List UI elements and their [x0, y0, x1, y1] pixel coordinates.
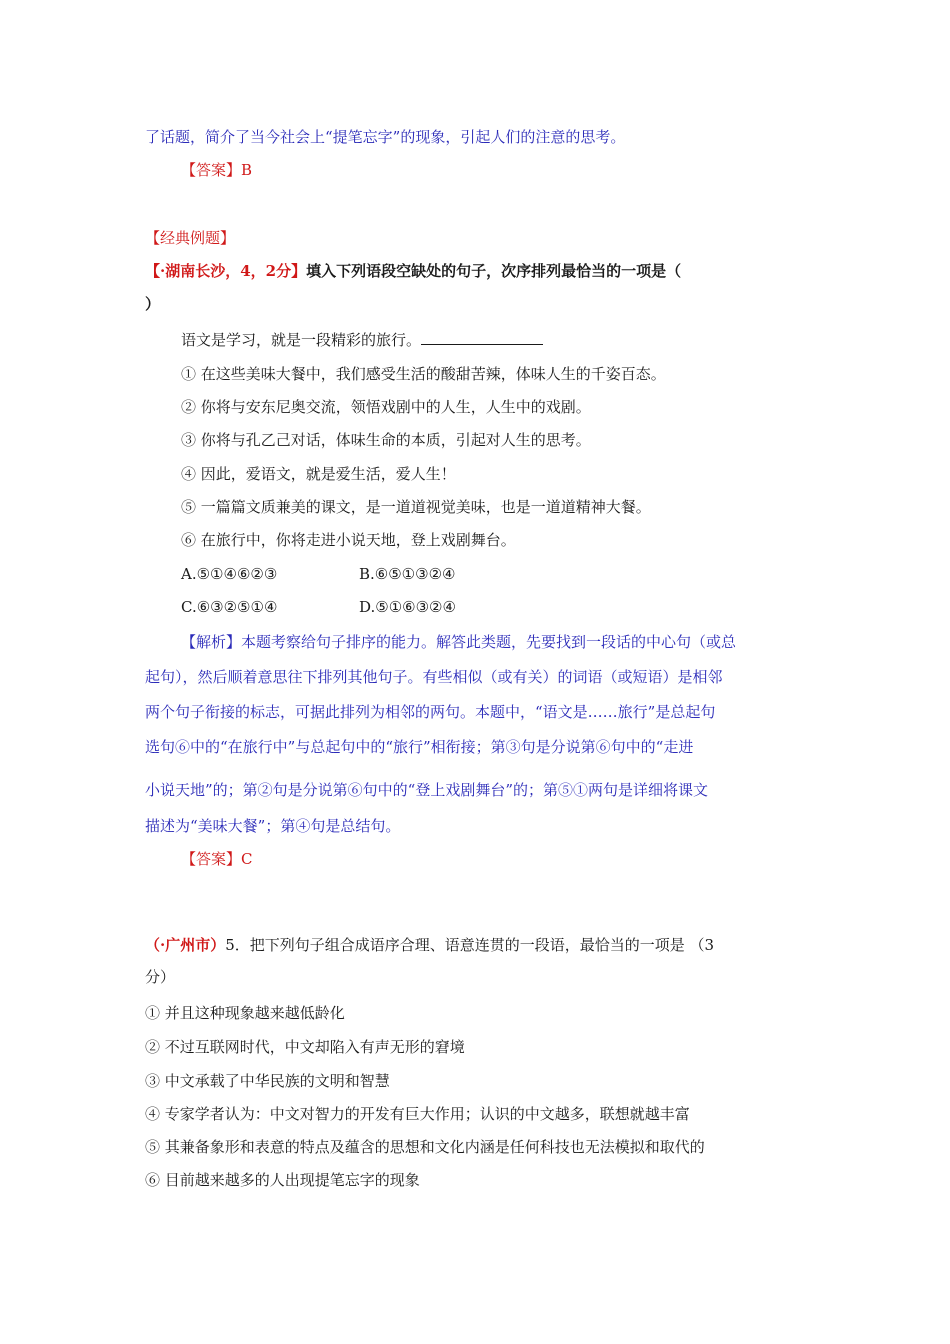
answer-blank — [421, 330, 543, 345]
analysis-line: 小说天地”的；第②句是分说第⑥句中的“登上戏剧舞台”的；第⑤①两句是详细将课文 — [145, 781, 709, 799]
analysis-line: 起句），然后顺着意思往下排列其他句子。有些相似（或有关）的词语（或短语）是相邻 — [145, 668, 723, 686]
analysis-line: 两个句子衔接的标志，可据此排列为相邻的两句。本题中，“语文是……旅行”是总起句 — [145, 703, 716, 721]
sentence-item: ③ 你将与孔乙己对话，体味生命的本质，引起对人生的思考。 — [181, 431, 591, 449]
answer-line-example — [181, 849, 253, 869]
analysis-label: 【解析】 — [181, 633, 242, 651]
option-d: D.⑤①⑥③②④ — [359, 598, 456, 616]
question5-stem — [145, 935, 714, 955]
answer-value: C — [241, 850, 253, 868]
question-stem-end: ） — [145, 295, 161, 313]
option-c: C.⑥③②⑤①④ — [181, 598, 278, 616]
question5-text: 5．把下列句子组合成语序合理、语意连贯的一段语，最恰当的一项是 （3 — [225, 936, 715, 954]
answer-value: B — [241, 161, 253, 179]
sentence-item: ① 在这些美味大餐中，我们感受生活的酸甜苦辣，体味人生的千姿百态。 — [181, 365, 666, 383]
question-text: 填入下列语段空缺处的句子，次序排列最恰当的一项是（ — [306, 262, 682, 280]
analysis-text: 本题考察给句子排序的能力。解答此类题，先要找到一段话的中心句（或总 — [241, 633, 737, 651]
options-row-1 — [181, 564, 455, 584]
question5-stem-end: 分） — [145, 968, 176, 986]
analysis-line-1 — [181, 632, 736, 652]
sentence-item: ⑥ 在旅行中，你将走进小说天地，登上戏剧舞台。 — [181, 531, 516, 549]
question5-sentence: ④ 专家学者认为：中文对智力的开发有巨大作用；认识的中文越多，联想就越丰富 — [145, 1105, 690, 1123]
options-row-2 — [181, 597, 456, 617]
section-heading: 【经典例题】 — [145, 229, 236, 247]
answer-line-top — [181, 160, 252, 180]
answer-label: 【答案】 — [181, 850, 242, 868]
question5-sentence: ③ 中文承载了中华民族的文明和智慧 — [145, 1072, 390, 1090]
question5-sentence: ⑥ 目前越来越多的人出现提笔忘字的现象 — [145, 1171, 420, 1189]
sentence-item: ④ 因此，爱语文，就是爱生活，爱人生！ — [181, 465, 456, 483]
option-a: A.⑤①④⑥②③ — [181, 565, 278, 583]
question5-sentence: ② 不过互联网时代，中文却陷入有声无形的窘境 — [145, 1038, 465, 1056]
sentence-item: ② 你将与安东尼奥交流，领悟戏剧中的人生，人生中的戏剧。 — [181, 398, 591, 416]
analysis-continuation: 了话题，简介了当今社会上“提笔忘字”的现象，引起人们的注意的思考。 — [145, 128, 626, 146]
question5-sentence: ① 并且这种现象越来越低龄化 — [145, 1004, 345, 1022]
question-stem — [145, 261, 681, 281]
question-source: 【·湖南长沙，4，2分】 — [145, 262, 307, 280]
answer-label: 【答案】 — [181, 161, 242, 179]
analysis-line: 选句⑥中的“在旅行中”与总起句中的“旅行”相衔接；第③句是分说第⑥句中的“走进 — [145, 738, 694, 756]
option-b: B.⑥⑤①③②④ — [359, 565, 456, 583]
question5-sentence: ⑤ 其兼备象形和表意的特点及蕴含的思想和文化内涵是任何科技也无法模拟和取代的 — [145, 1138, 705, 1156]
analysis-line: 描述为“美味大餐”；第④句是总结句。 — [145, 817, 401, 835]
passage — [181, 330, 543, 350]
question5-source: （·广州市） — [145, 936, 226, 954]
passage-text: 语文是学习，就是一段精彩的旅行。 — [181, 331, 422, 349]
sentence-item: ⑤ 一篇篇文质兼美的课文，是一道道视觉美味，也是一道道精神大餐。 — [181, 498, 651, 516]
